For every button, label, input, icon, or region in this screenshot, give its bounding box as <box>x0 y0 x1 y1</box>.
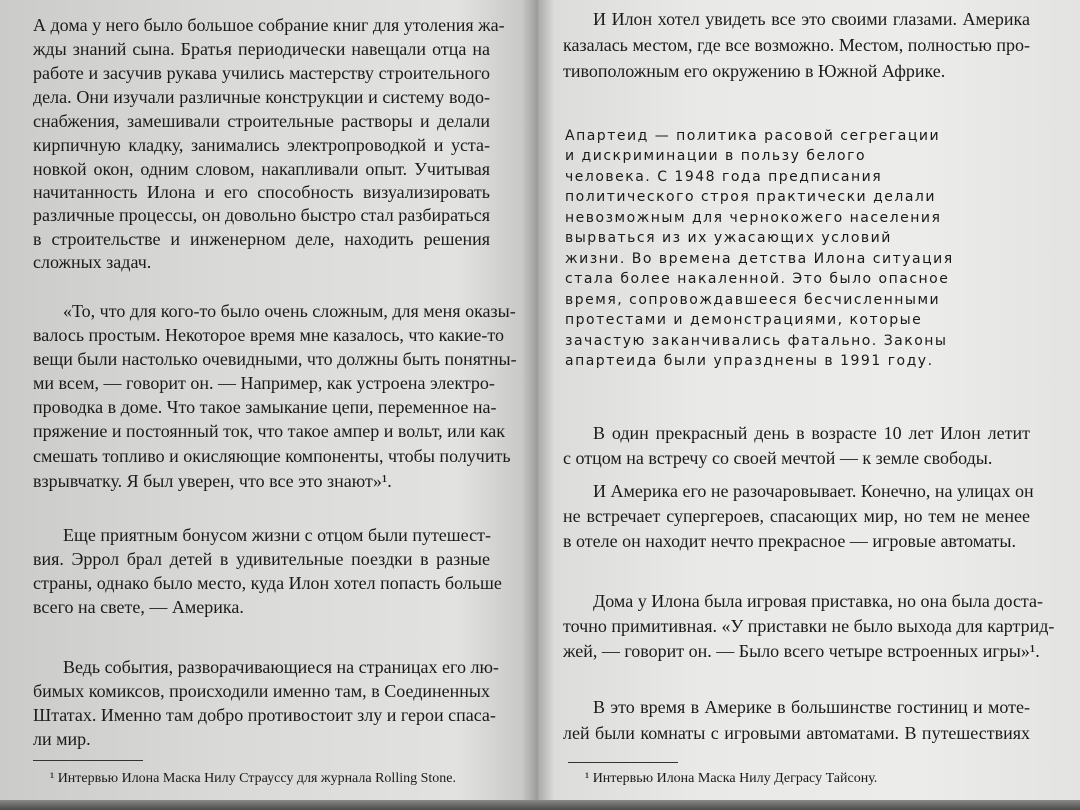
text-line: И Америка его не разочаровывает. Конечно, на улицах он <box>593 481 1034 501</box>
text-line: тивоположным его окружению в Южной Африке. <box>563 61 946 81</box>
footnote-divider <box>568 762 678 763</box>
text-line: ми всем, — говорит он. — Например, как устроена электро- <box>33 373 495 393</box>
text-line: смешать топливо и окисляющие компоненты, чтобы получить <box>33 446 511 466</box>
text-line: пряжение и постоянный ток, что такое ампер и вольт, или как <box>33 421 506 441</box>
text-line: снабжения, замешивали строительные растворы и делали <box>33 111 490 131</box>
text-line: бимых комиксов, происходили именно там, в Соединенных <box>33 681 490 701</box>
right-page <box>538 0 1080 810</box>
table-edge <box>0 800 1080 810</box>
text-line: И Илон хотел увидеть все это своими глазами. Америка <box>593 9 1030 29</box>
sidebar-line: политического строя практически делали <box>565 189 936 205</box>
text-line: работе и засучив рукава учились мастерству строительного <box>33 63 490 83</box>
sidebar-line: апартеида были упразднены в 1991 году. <box>565 353 934 369</box>
text-line: кирпичную кладку, занимались электропроводкой и уста- <box>33 135 490 155</box>
text-line: Дома у Илона была игровая приставка, но она была доста- <box>593 591 1043 611</box>
sidebar-line: невозможным для чернокожего населения <box>565 210 942 226</box>
text-line: жды знаний сына. Братья периодически навещали отца на <box>33 39 490 59</box>
text-line: страны, однако было место, куда Илон хотел попасть больше <box>33 573 502 593</box>
sidebar-line: вырваться из их ужасающих условий <box>565 230 892 246</box>
text-line: Еще приятным бонусом жизни с отцом были путешест- <box>63 525 491 545</box>
text-line: взрывчатку. Я был уверен, что все это знают»¹. <box>33 471 392 491</box>
text-line: «То, что для кого-то было очень сложным, для меня оказы- <box>63 301 516 321</box>
text-line: вия. Эррол брал детей в удивительные поездки в разные <box>33 549 490 569</box>
text-line: точно примитивная. «У приставки не было выхода для картрид- <box>563 616 1055 636</box>
text-line: в отеле он находит нечто прекрасное — игровые автоматы. <box>563 531 1017 551</box>
text-line: А дома у него было большое собрание книг для утоления жа- <box>33 15 505 35</box>
text-line: В один прекрасный день в возрасте 10 лет Илон летит <box>593 423 1030 443</box>
text-line: новкой окон, одним словом, накапливали опыт. Учитывая <box>33 159 490 179</box>
sidebar-line: зачастую заканчивались фатально. Законы <box>565 333 948 349</box>
footnote-divider <box>33 760 143 761</box>
sidebar-line: и дискриминации в пользу белого <box>565 148 867 164</box>
sidebar-line: протестами и демонстрациями, которые <box>565 312 923 328</box>
text-line: лей были комнаты с игровыми автоматами. В путешествиях <box>563 723 1030 743</box>
sidebar-line: жизни. Во времена детства Илона ситуация <box>565 251 954 267</box>
text-line: всего на свете, — Америка. <box>33 597 244 617</box>
text-line: сложных задач. <box>33 252 152 272</box>
sidebar-line: Апартеид — политика расовой сегрегации <box>565 128 941 144</box>
text-line: дела. Они изучали различные конструкции и систему водо- <box>33 87 490 107</box>
text-line: вещи были настолько очевидными, что должны быть понятны- <box>33 349 517 369</box>
text-line: различные процессы, он довольно быстро стал разбираться <box>33 205 490 225</box>
text-line: начитанность Илона и его способность визуализировать <box>33 182 490 202</box>
text-line: казалась местом, где все возможно. Местом, полностью про- <box>563 35 1030 55</box>
text-line: валось простым. Некоторое время мне казалось, что какие-то <box>33 325 505 345</box>
text-line: Ведь события, разворачивающиеся на страницах его лю- <box>63 657 499 677</box>
text-line: В это время в Америке в большинстве гостиниц и моте- <box>593 697 1030 717</box>
text-line: с отцом на встречу со своей мечтой — к земле свободы. <box>563 448 993 468</box>
text-line: Штатах. Именно там добро противостоит злу и герои спаса- <box>33 705 496 725</box>
sidebar-line: стала более накаленной. Это было опасное <box>565 271 950 287</box>
footnote: ¹ Интервью Илона Маска Нилу Деграсу Тайсону. <box>585 771 878 786</box>
text-line: не встречает супергероев, спасающих мир, но тем не менее <box>563 506 1030 526</box>
text-line: жей, — говорит он. — Было всего четыре встроенных игры»¹. <box>563 641 1040 661</box>
text-line: проводка в доме. Что такое замыкание цепи, переменное на- <box>33 397 497 417</box>
sidebar-line: время, сопровождавшееся бесчисленными <box>565 292 941 308</box>
text-line: в строительстве и инженерном деле, находить решения <box>33 229 490 249</box>
sidebar-line: человека. С 1948 года предписания <box>565 169 883 185</box>
text-line: ли мир. <box>33 729 91 749</box>
footnote: ¹ Интервью Илона Маска Нилу Страуссу для журнала Rolling Stone. <box>50 771 456 786</box>
